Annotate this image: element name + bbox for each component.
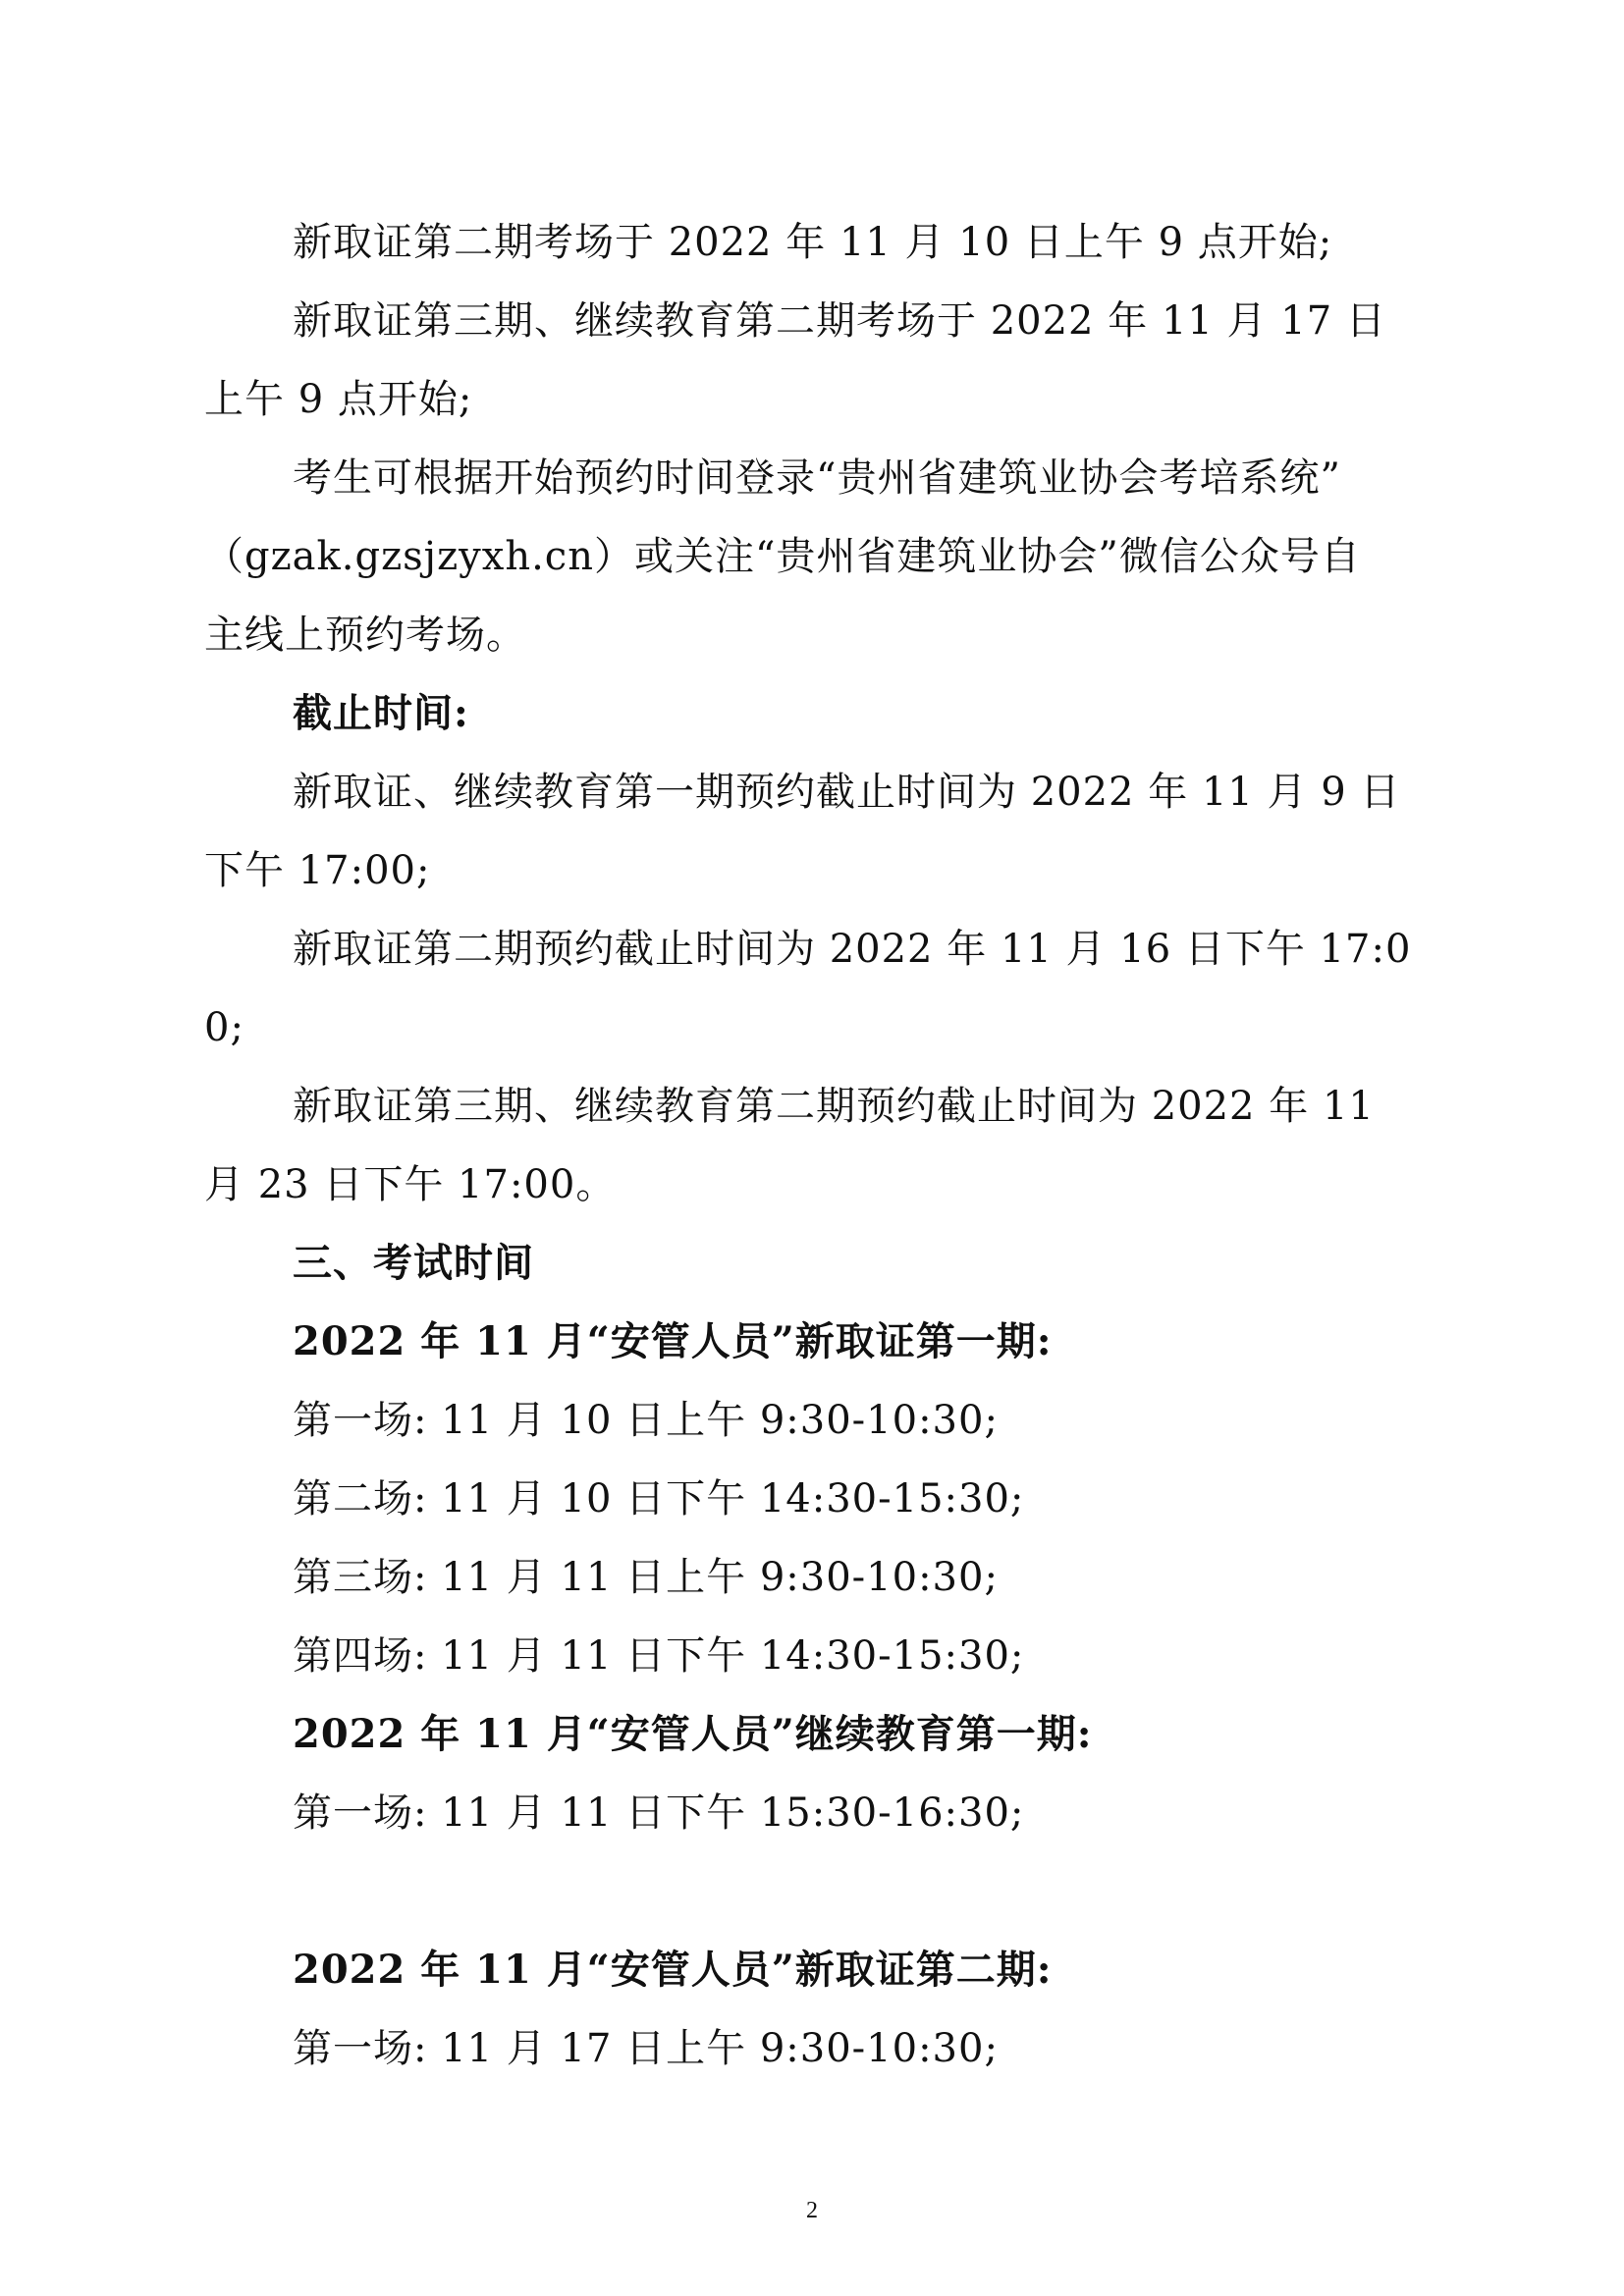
page-number: 2: [806, 2198, 818, 2223]
subheading-new-cert-phase-2: 2022 年 11 月“安管人员”新取证第二期:: [293, 1947, 1053, 1993]
paragraph-line: 考生可根据开始预约时间登录“贵州省建筑业协会考培系统”: [293, 455, 1341, 501]
paragraph-line: 新取证第二期预约截止时间为 2022 年 11 月 16 日下午 17:0: [293, 927, 1412, 972]
paragraph-line: 下午 17:00;: [204, 848, 431, 893]
paragraph-line: 0;: [204, 1005, 244, 1050]
schedule-line: 第一场: 11 月 11 日下午 15:30-16:30;: [293, 1790, 1025, 1836]
paragraph-line: 新取证、继续教育第一期预约截止时间为 2022 年 11 月 9 日: [293, 770, 1401, 815]
paragraph-line: 上午 9 点开始;: [204, 377, 473, 422]
subheading-continuing-edu-phase-1: 2022 年 11 月“安管人员”继续教育第一期:: [293, 1711, 1093, 1757]
schedule-line: 第三场: 11 月 11 日上午 9:30-10:30;: [293, 1555, 999, 1600]
schedule-line: 第二场: 11 月 10 日下午 14:30-15:30;: [293, 1476, 1025, 1522]
subheading-new-cert-phase-1: 2022 年 11 月“安管人员”新取证第一期:: [293, 1318, 1053, 1364]
schedule-line: 第四场: 11 月 11 日下午 14:30-15:30;: [293, 1633, 1025, 1679]
section-heading-exam-time: 三、考试时间: [293, 1240, 534, 1286]
paragraph-line: 新取证第三期、继续教育第二期考场于 2022 年 11 月 17 日: [293, 298, 1386, 344]
section-heading-deadline: 截止时间:: [293, 690, 469, 736]
paragraph-line: 主线上预约考场。: [204, 613, 526, 658]
paragraph-line: 新取证第三期、继续教育第二期预约截止时间为 2022 年 11: [293, 1084, 1375, 1129]
schedule-line: 第一场: 11 月 17 日上午 9:30-10:30;: [293, 2026, 999, 2071]
schedule-line: 第一场: 11 月 10 日上午 9:30-10:30;: [293, 1398, 999, 1443]
paragraph-line: 月 23 日下午 17:00。: [204, 1162, 617, 1207]
paragraph-line: 新取证第二期考场于 2022 年 11 月 10 日上午 9 点开始;: [293, 220, 1333, 265]
paragraph-line: （gzak.gzsjzyxh.cn）或关注“贵州省建筑业协会”微信公众号自: [204, 534, 1361, 579]
